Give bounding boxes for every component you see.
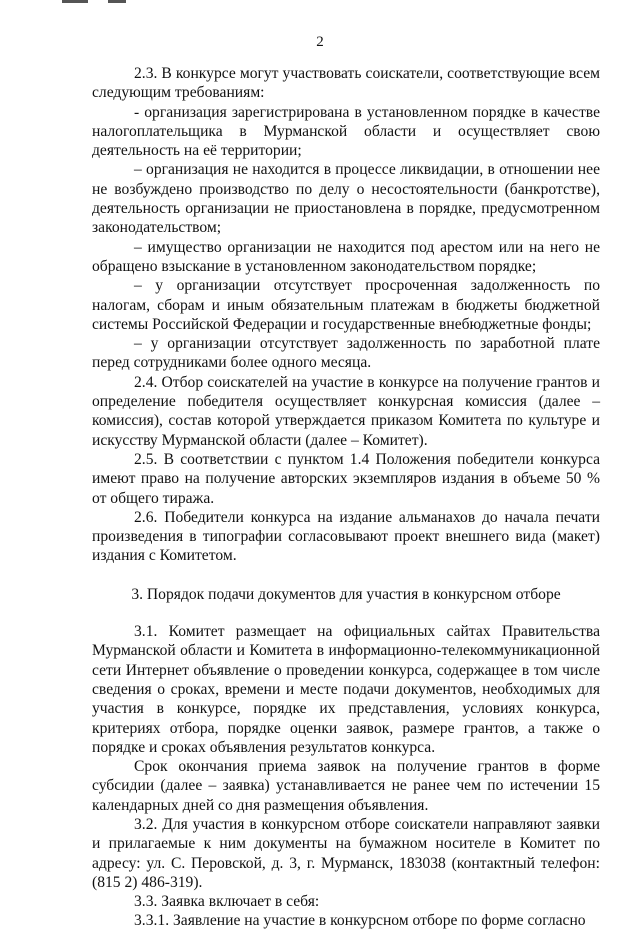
paragraph-deadline: Срок окончания приема заявок на получение грантов в форме субсидии (далее – заявка) устанавливается не ранее чем по истечении 15 календарных дней со дня размещения объявления. xyxy=(92,758,600,814)
paragraph-3-3: 3.3. Заявка включает в себя: xyxy=(134,893,320,911)
requirement-no-liquidation: – организация не находится в процессе ликвидации, в отношении нее не возбуждено производство по делу о несостоятельности (банкротстве), деятельность организации не приостановлена в порядке, предусмотренном законодательством; xyxy=(92,161,600,237)
paragraph-2-5: 2.5. В соответствии с пунктом 1.4 Положения победители конкурса имеют право на получение авторских экземпляров издания в объеме 50 % от общего тиража. xyxy=(92,450,600,507)
document-body xyxy=(92,64,600,931)
requirement-no-tax-debt: – у организации отсутствует просроченная задолженность по налогам, сборам и иным обязательным платежам в бюджеты бюджетной системы Российской Федерации и государственные внебюджетные фонды; xyxy=(92,277,600,333)
paragraph-2-6: 2.6. Победители конкурса на издание альманахов до начала печати произведения в типографии согласовывают проект внешнего вида (макет) издания с Комитетом. xyxy=(92,508,600,565)
requirement-no-arrest: – имущество организации не находится под арестом или на него не обращено взыскание в установленном законодательством порядке; xyxy=(92,238,600,275)
section-3-heading: 3. Порядок подачи документов для участия в конкурсном отборе xyxy=(131,585,561,603)
paragraph-2-4: 2.4. Отбор соискателей на участие в конкурсе на получение грантов и определение победителя осуществляет конкурсная комиссия (далее – комиссия), состав которой утверждается приказом Комитета по культуре и искусству Мурманской области (далее – Комитет). xyxy=(92,373,600,449)
requirement-no-salary-debt: – у организации отсутствует задолженность по заработной плате перед сотрудниками более одного месяца. xyxy=(92,335,600,372)
paragraph-2-3: 2.3. В конкурсе могут участвовать соискатели, соответствующие всем следующим требованиям: xyxy=(92,65,600,102)
paragraph-3-3-1: 3.3.1. Заявление на участие в конкурсном отборе по форме согласно xyxy=(134,912,586,930)
paragraph-3-1: 3.1. Комитет размещает на официальных сайтах Правительства Мурманской области и Комитета в информационно-телекоммуникационной сети Интернет объявление о проведении конкурса, содержащее в том числе сведения о сроках, времени и месте подачи документов, необходимых для участия в конкурсе, порядке их представления, условиях конкурса, критериях отбора, порядке оценки заявок, размере грантов, а также о порядке и сроках объявления результатов конкурса. xyxy=(92,623,600,756)
paragraph-3-2: 3.2. Для участия в конкурсном отборе соискатели направляют заявки и прилагаемые к ним документы на бумажном носителе в Комитет по адресу: ул. С. Перовской, д. 3, г. Мурманск, 183038 (контактный телефон: (815 2) 486-319). xyxy=(92,815,600,891)
page-number: 2 xyxy=(316,34,324,50)
scan-artifact xyxy=(62,0,88,3)
scan-artifact xyxy=(108,0,126,3)
requirement-registration: - организация зарегистрирована в установленном порядке в качестве налогоплательщика в Мурманской области и осуществляет свою деятельность на её территории; xyxy=(92,103,600,160)
